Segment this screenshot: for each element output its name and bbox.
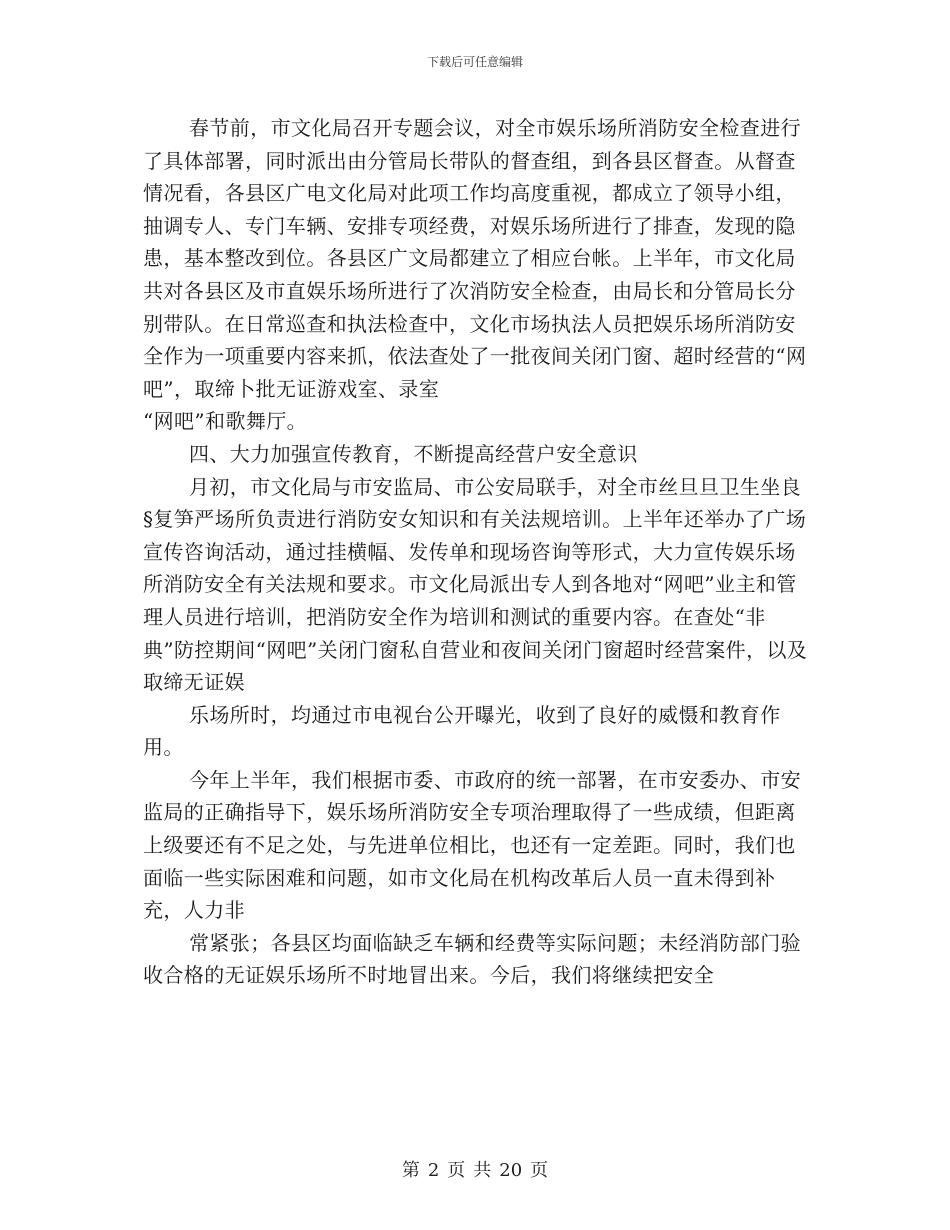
section-heading: 四、大力加强宣传教育，不断提高经营户安全意识	[189, 441, 638, 466]
body-paragraph: 月初，市文化局与市安监局、市公安局联手，对全市丝旦旦卫生坐良§复笋严场所负责进行消防安女知识和有关法规培训。上半年还举办了广场宣传咨询活动，通过挂横幅、发传单和现场咨询等形式，大力宣传娱乐场所消防安全有关法规和要求。市文化局派出专人到各地对“网吧”业主和管理人员进行培训，把消防安全作为培训和测试的重要内容。在查处“非典”防控期间“网吧”关闭门窗私自营业和夜间关闭门窗超时经营案件，以及取缔无证娱	[143, 474, 808, 695]
footer-page-mid: 页	[447, 1160, 466, 1181]
page-header-note: 下载后可任意编辑	[426, 55, 523, 69]
body-paragraph: “网吧”和歌舞厅。	[143, 409, 308, 434]
footer-total-label: 共	[473, 1160, 492, 1181]
footer-page-number: 2	[427, 1160, 440, 1181]
footer-page-prefix: 第	[401, 1160, 420, 1181]
page-footer	[0, 1156, 950, 1182]
body-paragraph: 乐场所时，均通过市电视台公开曝光，收到了良好的威慑和教育作用。	[143, 702, 781, 760]
document-body	[143, 112, 808, 992]
footer-total-pages: 20	[499, 1160, 523, 1181]
body-paragraph: 春节前，市文化局召开专题会议，对全市娱乐场所消防安全检查进行了具体部署，同时派出由分管局长带队的督查组，到各县区督查。从督查情况看，各县区广电文化局对此项工作均高度重视，都成立了领导小组，抽调专人、专门车辆、安排专项经费，对娱乐场所进行了排查，发现的隐患，基本整改到位。各县区广文局都建立了相应台帐。上半年，市文化局共对各县区及市直娱乐场所进行了次消防安全检查，由局长和分管局长分别带队。在日常巡查和执法检查中，文化市场执法人员把娱乐场所消防安全作为一项重要内容来抓，依法查处了一批夜间关闭门窗、超时经营的“网吧”，取缔卜批无证游戏室、录室	[143, 116, 807, 401]
body-paragraph: 今年上半年，我们根据市委、市政府的统一部署，在市安委办、市安监局的正确指导下，娱乐场所消防安全专项治理取得了一些成绩，但距离上级要还有不足之处，与先进单位相比，也还有一定差距。同时，我们也面临一些实际困难和问题，如市文化局在机构改革后人员一直未得到补充，人力非	[143, 767, 801, 923]
body-paragraph: 常紧张；各县区均面临缺乏车辆和经费等实际问题；未经消防部门验收合格的无证娱乐场所不时地冒出来。今后，我们将继续把安全	[143, 930, 801, 988]
footer-page-suffix: 页	[530, 1160, 549, 1181]
